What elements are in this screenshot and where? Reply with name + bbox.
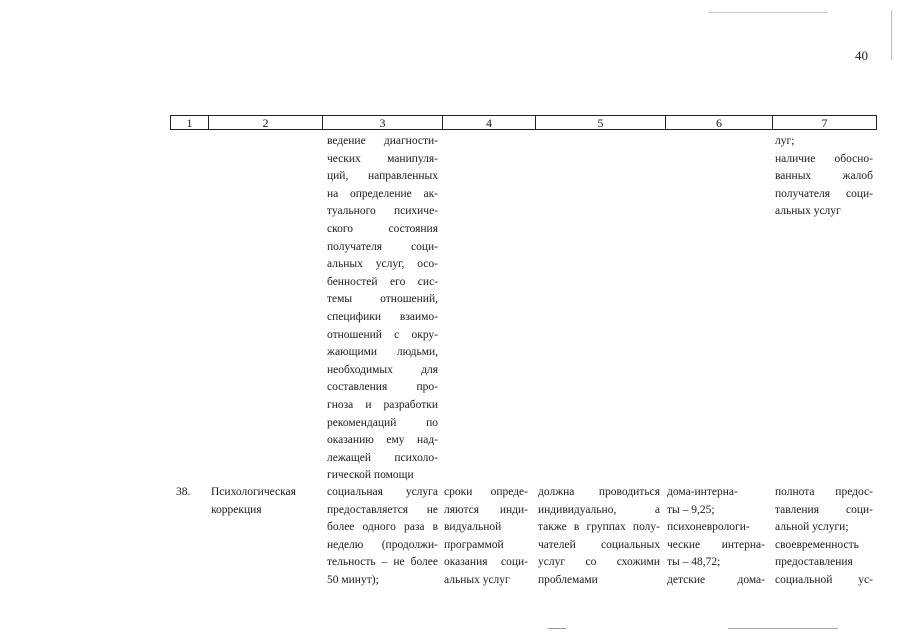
row-38-col3: социальная услуга предоставляется не более одного раза в неделю (продолжи- тельность – не более 50 минут);: [327, 486, 438, 586]
header-col-6: 6: [666, 116, 773, 129]
row-38-col4: сроки опреде- ляются инди- видуальной программой оказания соци- альных услуг: [444, 486, 528, 586]
continued-row-col7: луг; наличие обосно- ванных жалоб получателя соци- альных услуг: [775, 135, 873, 218]
header-col-5: 5: [536, 116, 666, 129]
scan-mark-bottom-2: [728, 628, 838, 629]
header-col-7: 7: [821, 116, 828, 130]
scan-mark-top: [708, 12, 828, 13]
row-38-col7: полнота предос- тавления соци- альной услуги; своевременность предоставления социальной ус-: [775, 486, 873, 586]
header-col-2: 2: [209, 116, 323, 129]
continued-row-col3: ведение диагности- ческих манипуля- ций, направленных на определение ак- туального психиче- ского состояния получателя соци- альных услуг, осо- бенностей его сис- темы отношений, специфики взаимо- отношений с окру- жающими людьми, необходимых для составления про- гноза и разработки рекомендаций по оказанию ему над- лежащей психоло- гической помощи: [327, 135, 438, 482]
header-col-4: 4: [443, 116, 536, 129]
scan-mark-bottom-1: [548, 628, 566, 629]
row-38-service-name: Психологическая коррекция: [211, 486, 296, 516]
row-38-number: 38.: [176, 486, 191, 498]
page-number: 40: [855, 48, 868, 63]
row-38-col5: должна проводиться индивидуально, а также в группах полу- чателей социальных услуг со схожими проблемами: [538, 486, 660, 586]
row-38-col6: дома-интерна- ты – 9,25; психоневрологи- ческие интерна- ты – 48,72; детские дома-: [667, 486, 765, 586]
scan-mark-right-edge: [891, 10, 892, 60]
header-col-3: 3: [323, 116, 443, 129]
header-col-1: 1: [171, 116, 209, 129]
table-header-row: [170, 115, 877, 130]
